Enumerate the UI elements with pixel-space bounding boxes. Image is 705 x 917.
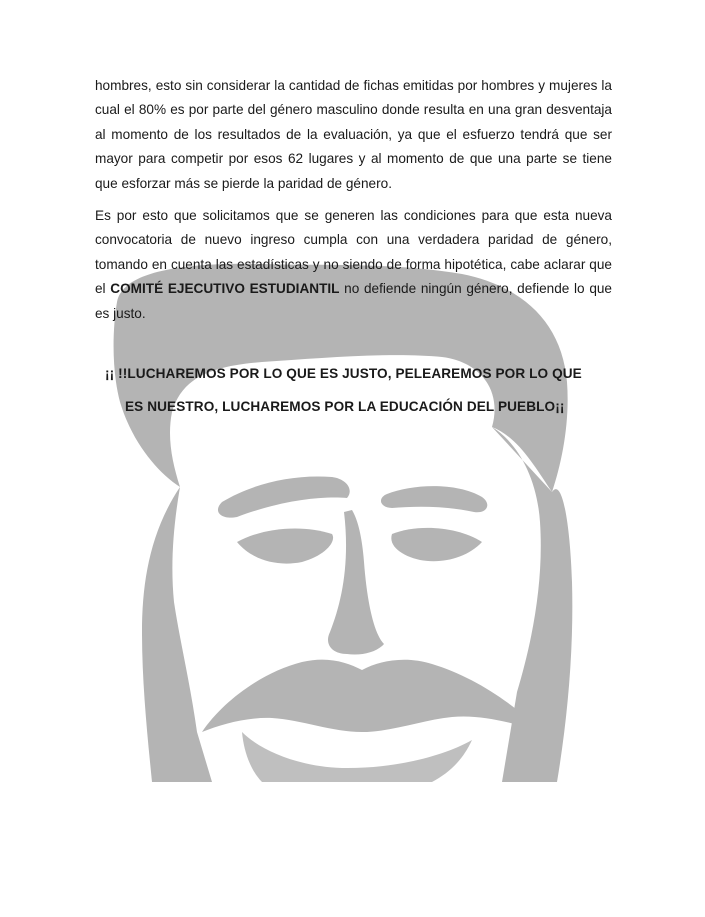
- slogan-line-2: ES NUESTRO, LUCHAREMOS POR LA EDUCACIÓN DEL PUEBLO¡¡: [125, 399, 565, 414]
- slogan-line-1: ¡¡ !!LUCHAREMOS POR LO QUE ES JUSTO, PELEAREMOS POR LO QUE: [105, 366, 582, 381]
- paragraph-2-start: Es por esto que solicitamos que se generen las condiciones para que esta nueva convocatoria de nuevo ingreso cumpla con una verdadera paridad de género, tomando en cuenta las estadísticas y no siendo de forma hipotética, cabe aclarar que el: [95, 208, 612, 297]
- paragraph-2-end: no defiende ningún género, defiende lo que es justo.: [95, 281, 612, 321]
- paragraph-1: hombres, esto sin considerar la cantidad de fichas emitidas por hombres y mujeres la cual el 80% es por parte del género masculino donde resulta en una gran desventaja al momento de los resultados de la evaluación, ya que el esfuerzo tendrá que ser mayor para competir por esos 62 lugares y al momento de que una parte se tiene que esforzar más se pierde la paridad de género.: [95, 78, 612, 191]
- portrait-watermark: [62, 262, 622, 782]
- paragraph-2: [95, 204, 612, 326]
- committee-name: COMITÉ EJECUTIVO ESTUDIANTIL: [110, 281, 340, 297]
